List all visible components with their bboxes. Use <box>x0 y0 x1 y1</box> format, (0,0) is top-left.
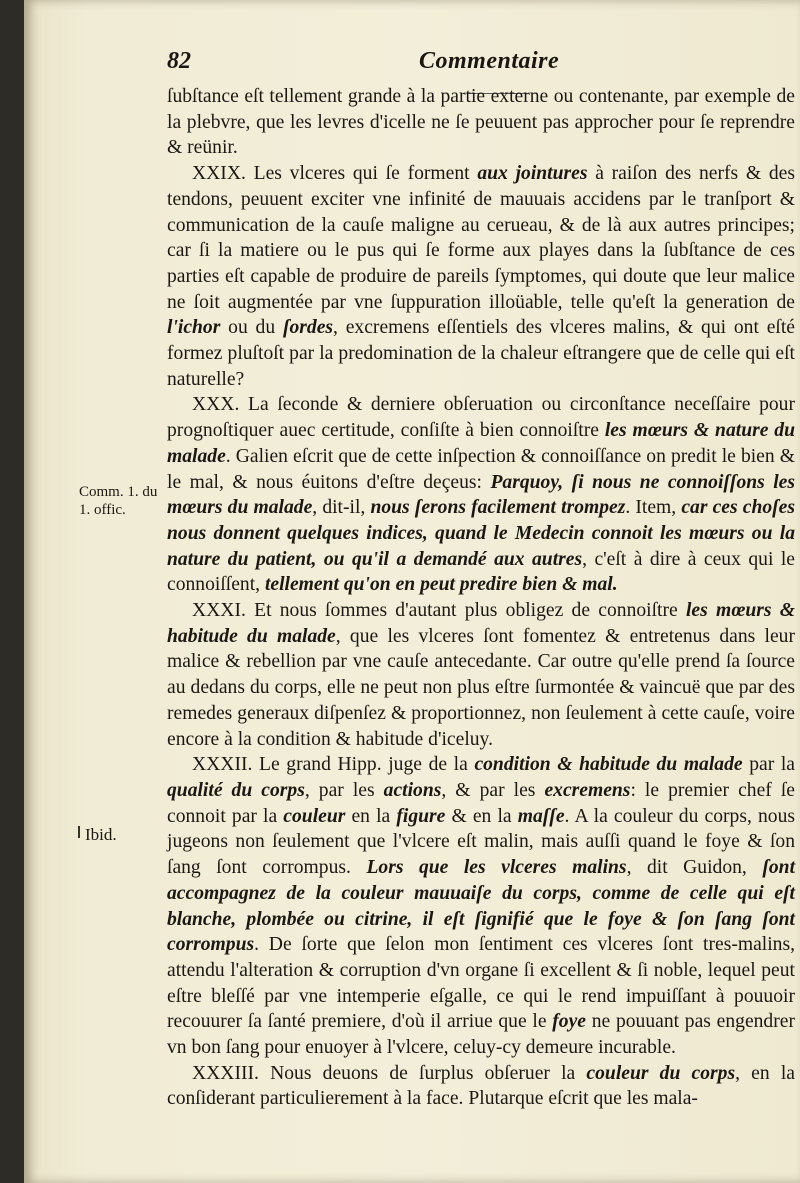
paragraph-p1 <box>167 161 795 392</box>
margin-note-comm: Comm. 1. du 1. offic. <box>79 484 158 518</box>
italic-text: couleur <box>283 805 346 827</box>
text-run: ne pouuant pas engendrer vn bon ſang pour enuoyer à l'vlcere, celuy-cy demeure incurable. <box>167 1011 795 1059</box>
italic-text: l'ichor <box>167 317 221 339</box>
text-run: XXIX. Les vlceres qui ſe forment <box>192 163 478 185</box>
text-run: , en la conſiderant particulierement à la face. Plutarque eſcrit que les mala- <box>167 1062 795 1110</box>
text-run: , & par les <box>441 779 545 801</box>
italic-text: ſordes <box>282 317 334 339</box>
italic-text: tellement qu'on en peut predire bien & mal. <box>264 574 618 596</box>
italic-text: les mœurs & habitude du malade <box>167 600 795 647</box>
italic-text: maſſe <box>517 805 565 827</box>
body-text <box>167 84 795 1112</box>
text-run: ou du <box>220 317 283 339</box>
text-run: XXX. La ſeconde & derniere obſeruation ou circonſtance neceſſaire pour prognoſtiquer auec certitude, conſiſte à bien connoiſtre <box>167 394 795 442</box>
text-run: XXXII. Le grand Hipp. juge de la <box>192 754 475 776</box>
text-run: par la <box>742 754 795 776</box>
text-run: , par les <box>304 779 384 801</box>
italic-text: excremens <box>544 779 631 801</box>
text-run: , c'eſt à dire à ceux qui le connoiſſent, <box>167 548 795 596</box>
italic-text: car ces choſes nous donnent quelques indices, quand le Medecin connoit les mœurs ou la nature du patient, ou qu'il a demandé aux autres <box>167 497 795 570</box>
paragraph-p3 <box>167 598 795 752</box>
text-run: , excremens eſſentiels des vlceres malins, & qui ont eſté formez pluſtoſt par la predomination de la chaleur eſtrangere que de celle qui eſt naturelle? <box>167 317 795 390</box>
text-run: . De ſorte que ſelon mon ſentiment ces vlceres ſont tres-malins, attendu l'alteration & corruption d'vn organe ſi excellent & ſi noble, lequel peut eſtre bleſſé par vne intemperie eſgalle, ce qui le rend impuiſſant à pouuoir recouurer ſa ſanté premiere, d'où il arriue que le <box>167 934 795 1033</box>
italic-text: qualité du corps <box>167 779 305 801</box>
page-header <box>167 48 727 84</box>
italic-text: ſont accompagnez de la couleur mauuaiſe du corps, comme de celle qui eſt blanche, plombée ou citrine, il eſt ſignifié que le foye & ſon ſang ſont corrompus <box>167 857 796 956</box>
italic-text: nous ſerons facilement trompez <box>370 497 626 519</box>
page-number: 82 <box>167 48 191 74</box>
italic-text: aux jointures <box>477 163 588 185</box>
text-run: . Item, <box>625 497 682 519</box>
italic-text: Parquoy, ſi nous ne connoiſſons les mœurs du malade <box>167 471 795 519</box>
text-run: XXXIII. Nous deuons de ſurplus obſeruer la <box>192 1062 587 1084</box>
paragraph-p0 <box>167 84 795 161</box>
book-page <box>24 0 800 1183</box>
text-run: ſubſtance eſt tellement grande à la partie externe ou contenante, par exemple de la plebvre, que les levres d'icelle ne ſe peuuent pas approcher pour ſe reprendre & reünir. <box>167 86 795 159</box>
text-run: & en la <box>445 805 518 827</box>
running-title: Commentaire <box>419 48 560 74</box>
text-run: , que les vlceres ſont fomentez & entretenus dans leur malice & rebellion par vne cauſe antecedante. Car outre qu'elle prend ſa ſource au dedans du corps, elle ne peut non plus eſtre ſurmontée & vaincuë que par des remedes generaux diſpenſez & proportionnez, non ſeulement à cette cauſe, voire encore à la condition & habitude d'iceluy. <box>167 625 795 750</box>
italic-text: actions <box>383 779 442 801</box>
text-run: , dit Guidon, <box>626 857 763 879</box>
italic-text: figure <box>396 805 446 827</box>
italic-text: couleur du corps <box>586 1062 736 1084</box>
text-run: XXXI. Et nous ſommes d'autant plus obligez de connoiſtre <box>192 600 686 622</box>
paragraph-p2 <box>167 392 795 598</box>
italic-text: Lors que les vlceres malins <box>366 857 627 879</box>
italic-text: les mœurs & nature du malade <box>167 420 795 467</box>
text-run: en la <box>345 805 397 827</box>
paragraph-p4 <box>167 752 795 1060</box>
italic-text: condition & habitude du malade <box>474 754 743 776</box>
text-run: . Galien eſcrit que de cette inſpection & connoiſſance on predit le bien & le mal, & nous éuitons d'eſtre deçeus: <box>167 445 795 493</box>
text-run: . A la couleur du corps, nous jugeons non ſeulement que l'vlcere eſt malin, mais auſſi quand le foye & ſon ſang ſont corrompus. <box>167 805 795 879</box>
text-run: à raiſon des nerfs & des tendons, peuuent exciter vne infinité de mauuais accidens par le tranſport & communication de la cauſe maligne au cerueau, & de là aux autres principes; car ſi la matiere ou le pus qui ſe forme aux playes dans la ſubſtance de ces parties eſt capable de produire de pareils ſymptomes, qui doute que leur malice ne ſoit augmentée par vne ſuppuration illoüable, telle qu'eſt la generation de <box>167 163 795 313</box>
paragraph-p5 <box>167 1061 795 1112</box>
italic-text: foye <box>552 1011 586 1033</box>
margin-note-ibid: Ibid. <box>85 825 117 844</box>
margin-mark <box>78 826 80 838</box>
text-run: : le premier chef ſe connoit par la <box>167 779 795 827</box>
text-run: , dit-il, <box>312 497 371 519</box>
